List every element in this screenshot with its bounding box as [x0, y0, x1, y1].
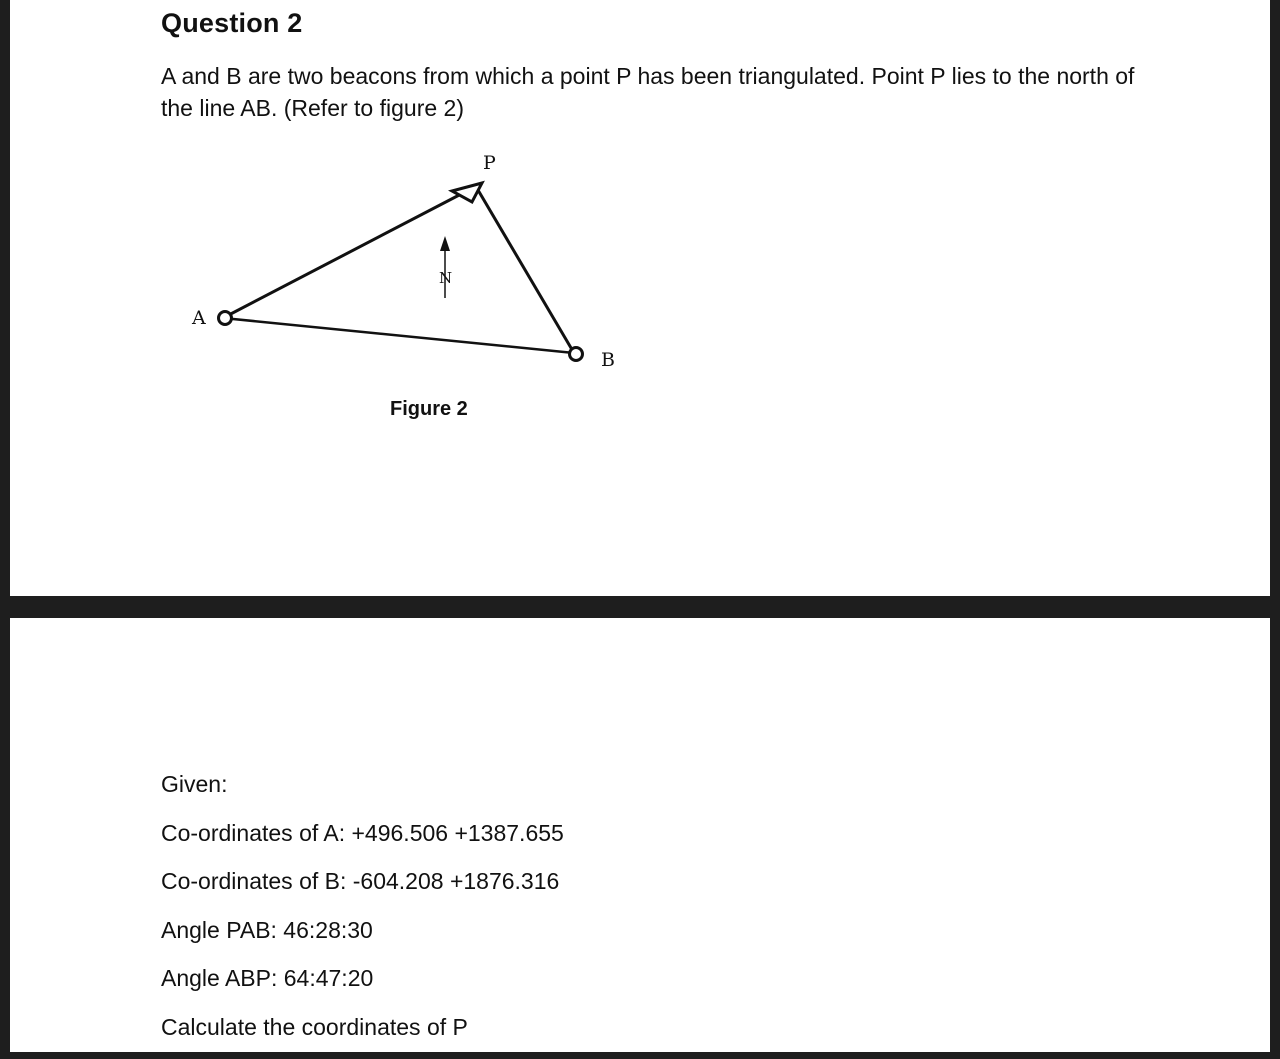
- coordinates-b: Co-ordinates of B: -604.208 +1876.316: [161, 865, 564, 914]
- page-top: [10, 0, 1270, 596]
- station-p-marker: [452, 183, 482, 202]
- line-ap: [223, 192, 465, 318]
- question-title: Question 2: [161, 8, 303, 39]
- question-intro: A and B are two beacons from which a point P has been triangulated. Point P lies to the north of the line AB. (Refer to figure 2): [161, 60, 1141, 124]
- label-a: A: [191, 307, 206, 329]
- label-p: P: [483, 152, 496, 174]
- triangulation-figure: [160, 140, 620, 390]
- page-bottom: [10, 618, 1270, 1052]
- coordinates-a: Co-ordinates of A: +496.506 +1387.655: [161, 817, 564, 866]
- north-label: N: [439, 269, 452, 287]
- task-instruction: Calculate the coordinates of P: [161, 1011, 564, 1059]
- beacon-b-marker: [570, 348, 583, 361]
- north-arrow-icon: [440, 236, 450, 251]
- beacon-a-marker: [219, 312, 232, 325]
- label-b: B: [601, 349, 615, 371]
- given-heading: Given:: [161, 768, 564, 817]
- angle-abp: Angle ABP: 64:47:20: [161, 962, 564, 1011]
- line-pb: [478, 190, 574, 353]
- line-ab: [223, 318, 574, 353]
- figure-caption: Figure 2: [390, 398, 468, 421]
- given-list: [161, 768, 564, 1059]
- angle-pab: Angle PAB: 46:28:30: [161, 914, 564, 963]
